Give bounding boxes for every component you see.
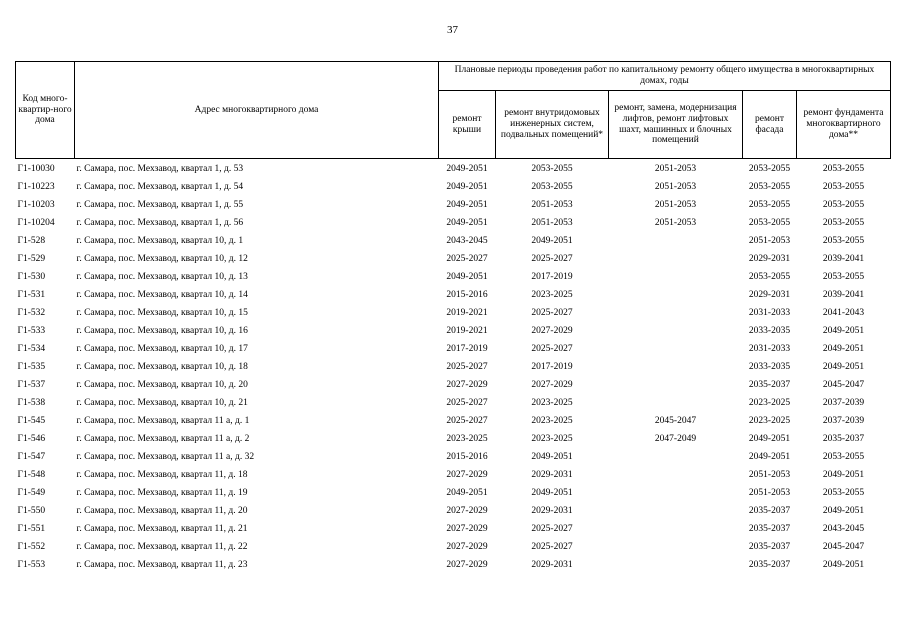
cell-foundation: 2053-2055: [822, 451, 865, 462]
cell-engineering: 2053-2055: [531, 163, 573, 174]
cell-facade: 2053-2055: [748, 199, 791, 210]
cell-foundation: 2049-2051: [822, 505, 865, 516]
cell-address: г. Самара, пос. Мехзавод, квартал 11 а, д. 32: [76, 451, 255, 462]
cell-foundation: 2053-2055: [822, 271, 865, 282]
cell-code: Г1-534: [17, 343, 46, 354]
table-row: [16, 268, 891, 286]
cell-roof: 2015-2016: [446, 289, 488, 300]
table-row: [16, 250, 891, 268]
cell-foundation: 2053-2055: [822, 181, 865, 192]
cell-foundation: 2049-2051: [822, 469, 865, 480]
cell-roof: 2027-2029: [446, 505, 488, 516]
cell-address: г. Самара, пос. Мехзавод, квартал 1, д. 53: [76, 163, 244, 174]
cell-foundation: 2053-2055: [822, 235, 865, 246]
cell-code: Г1-533: [17, 325, 46, 336]
cell-facade: 2035-2037: [748, 541, 791, 552]
cell-elevators: [609, 484, 743, 502]
table-row: [16, 178, 891, 196]
cell-elevators: [609, 358, 743, 376]
cell-address: г. Самара, пос. Мехзавод, квартал 11, д. 18: [76, 469, 248, 480]
cell-engineering: 2025-2027: [531, 253, 573, 264]
header-periods-group: Плановые периоды проведения работ по капитальному ремонту общего имущества в многоквартирных домах, годы: [439, 62, 891, 91]
cell-engineering: 2023-2025: [531, 289, 573, 300]
table-row: [16, 358, 891, 376]
cell-engineering: 2029-2031: [531, 469, 573, 480]
cell-facade: 2053-2055: [748, 181, 791, 192]
cell-code: Г1-535: [17, 361, 46, 372]
cell-facade: 2049-2051: [748, 433, 791, 444]
cell-foundation: 2043-2045: [822, 523, 865, 534]
table-row: [16, 556, 891, 574]
cell-code: Г1-548: [17, 469, 46, 480]
cell-address: г. Самара, пос. Мехзавод, квартал 11, д. 23: [76, 559, 248, 570]
cell-roof: 2043-2045: [446, 235, 488, 246]
cell-engineering: 2051-2053: [531, 217, 573, 228]
cell-elevators: [609, 538, 743, 556]
cell-foundation: 2049-2051: [822, 325, 865, 336]
cell-roof: 2049-2051: [446, 199, 488, 210]
cell-foundation: 2053-2055: [822, 217, 865, 228]
cell-foundation: 2039-2041: [822, 253, 865, 264]
cell-foundation: 2037-2039: [822, 415, 865, 426]
cell-engineering: 2025-2027: [531, 523, 573, 534]
cell-engineering: 2027-2029: [531, 379, 573, 390]
header-foundation: ремонт фундамента многоквартирного дома**: [797, 91, 891, 159]
cell-roof: 2049-2051: [446, 181, 488, 192]
cell-address: г. Самара, пос. Мехзавод, квартал 11, д. 19: [76, 487, 248, 498]
cell-facade: 2031-2033: [748, 307, 791, 318]
cell-facade: 2031-2033: [748, 343, 791, 354]
cell-foundation: 2045-2047: [822, 541, 865, 552]
cell-address: г. Самара, пос. Мехзавод, квартал 10, д. 20: [76, 379, 248, 390]
cell-elevators: [609, 376, 743, 394]
cell-code: Г1-551: [17, 523, 46, 534]
cell-engineering: 2029-2031: [531, 559, 573, 570]
cell-elevators: [609, 448, 743, 466]
table-row: [16, 214, 891, 232]
cell-engineering: 2023-2025: [531, 397, 573, 408]
cell-elevators: [609, 250, 743, 268]
cell-address: г. Самара, пос. Мехзавод, квартал 10, д. 13: [76, 271, 248, 282]
table-row: [16, 502, 891, 520]
page-number: 37: [447, 24, 458, 36]
cell-engineering: 2023-2025: [531, 433, 573, 444]
cell-roof: 2025-2027: [446, 415, 488, 426]
table-row: [16, 466, 891, 484]
cell-roof: 2027-2029: [446, 469, 488, 480]
cell-facade: 2051-2053: [748, 469, 791, 480]
table-header: [16, 62, 891, 159]
cell-elevators: [609, 304, 743, 322]
cell-engineering: 2017-2019: [531, 271, 573, 282]
header-address: Адрес многоквартирного дома: [75, 62, 439, 159]
cell-code: Г1-530: [17, 271, 46, 282]
cell-code: Г1-545: [17, 415, 46, 426]
cell-foundation: 2049-2051: [822, 343, 865, 354]
header-facade: ремонт фасада: [743, 91, 797, 159]
cell-facade: 2049-2051: [748, 451, 791, 462]
cell-code: Г1-10203: [17, 199, 55, 210]
cell-address: г. Самара, пос. Мехзавод, квартал 10, д. 1: [76, 235, 244, 246]
cell-engineering: 2023-2025: [531, 415, 573, 426]
cell-code: Г1-550: [17, 505, 46, 516]
cell-engineering: 2017-2019: [531, 361, 573, 372]
cell-roof: 2025-2027: [446, 361, 488, 372]
table-row: [16, 520, 891, 538]
table-row: [16, 304, 891, 322]
cell-facade: 2053-2055: [748, 271, 791, 282]
header-elevators: ремонт, замена, модернизация лифтов, ремонт лифтовых шахт, машинных и блочных помещений: [609, 91, 743, 159]
cell-address: г. Самара, пос. Мехзавод, квартал 11, д. 20: [76, 505, 248, 516]
cell-roof: 2049-2051: [446, 163, 488, 174]
cell-code: Г1-531: [17, 289, 46, 300]
cell-engineering: 2025-2027: [531, 541, 573, 552]
cell-elevators: [609, 466, 743, 484]
table-row: [16, 430, 891, 448]
cell-foundation: 2041-2043: [822, 307, 865, 318]
cell-engineering: 2049-2051: [531, 451, 573, 462]
table-row: [16, 340, 891, 358]
cell-address: г. Самара, пос. Мехзавод, квартал 11, д. 22: [76, 541, 248, 552]
cell-facade: 2023-2025: [748, 415, 791, 426]
cell-foundation: 2035-2037: [822, 433, 865, 444]
cell-address: г. Самара, пос. Мехзавод, квартал 10, д. 14: [76, 289, 248, 300]
cell-foundation: 2049-2051: [822, 361, 865, 372]
cell-elevators: 2045-2047: [654, 415, 697, 426]
header-code: Код много-квартир-ного дома: [16, 62, 75, 159]
table-row: [16, 412, 891, 430]
table-row: [16, 538, 891, 556]
cell-address: г. Самара, пос. Мехзавод, квартал 11 а, д. 1: [76, 415, 250, 426]
cell-elevators: [609, 232, 743, 250]
cell-foundation: 2049-2051: [822, 559, 865, 570]
table-body: [16, 159, 891, 575]
header-engineering: ремонт внутридомовых инженерных систем, подвальных помещений*: [496, 91, 609, 159]
cell-address: г. Самара, пос. Мехзавод, квартал 10, д. 17: [76, 343, 248, 354]
cell-address: г. Самара, пос. Мехзавод, квартал 11 а, д. 2: [76, 433, 250, 444]
cell-facade: 2053-2055: [748, 217, 791, 228]
cell-foundation: 2037-2039: [822, 397, 865, 408]
table-row: [16, 484, 891, 502]
cell-address: г. Самара, пос. Мехзавод, квартал 1, д. 55: [76, 199, 244, 210]
cell-foundation: 2053-2055: [822, 199, 865, 210]
cell-facade: 2029-2031: [748, 253, 791, 264]
cell-foundation: 2053-2055: [822, 487, 865, 498]
cell-elevators: [609, 268, 743, 286]
cell-code: Г1-537: [17, 379, 46, 390]
cell-engineering: 2049-2051: [531, 235, 573, 246]
cell-foundation: 2045-2047: [822, 379, 865, 390]
cell-code: Г1-10223: [17, 181, 55, 192]
cell-facade: 2023-2025: [748, 397, 791, 408]
cell-engineering: 2051-2053: [531, 199, 573, 210]
cell-roof: 2019-2021: [446, 325, 488, 336]
cell-roof: 2015-2016: [446, 451, 488, 462]
cell-engineering: 2029-2031: [531, 505, 573, 516]
cell-code: Г1-549: [17, 487, 46, 498]
cell-roof: 2017-2019: [446, 343, 488, 354]
cell-roof: 2049-2051: [446, 271, 488, 282]
cell-facade: 2035-2037: [748, 559, 791, 570]
cell-roof: 2019-2021: [446, 307, 488, 318]
cell-facade: 2035-2037: [748, 379, 791, 390]
cell-facade: 2053-2055: [748, 163, 791, 174]
cell-code: Г1-546: [17, 433, 46, 444]
cell-code: Г1-529: [17, 253, 46, 264]
cell-facade: 2035-2037: [748, 523, 791, 534]
cell-elevators: [609, 286, 743, 304]
cell-roof: 2025-2027: [446, 253, 488, 264]
cell-engineering: 2025-2027: [531, 343, 573, 354]
cell-code: Г1-532: [17, 307, 46, 318]
cell-address: г. Самара, пос. Мехзавод, квартал 10, д. 18: [76, 361, 248, 372]
cell-engineering: 2049-2051: [531, 487, 573, 498]
cell-engineering: 2053-2055: [531, 181, 573, 192]
table-row: [16, 159, 891, 179]
cell-facade: 2051-2053: [748, 487, 791, 498]
cell-facade: 2033-2035: [748, 325, 791, 336]
table-row: [16, 448, 891, 466]
cell-code: Г1-538: [17, 397, 46, 408]
cell-address: г. Самара, пос. Мехзавод, квартал 1, д. 54: [76, 181, 244, 192]
cell-code: Г1-547: [17, 451, 46, 462]
cell-elevators: 2047-2049: [654, 433, 697, 444]
cell-elevators: 2051-2053: [654, 163, 697, 174]
cell-elevators: 2051-2053: [654, 217, 697, 228]
cell-address: г. Самара, пос. Мехзавод, квартал 10, д. 21: [76, 397, 248, 408]
cell-roof: 2049-2051: [446, 217, 488, 228]
cell-code: Г1-10204: [17, 217, 55, 228]
cell-facade: 2029-2031: [748, 289, 791, 300]
cell-address: г. Самара, пос. Мехзавод, квартал 10, д. 16: [76, 325, 248, 336]
cell-code: Г1-553: [17, 559, 46, 570]
cell-foundation: 2039-2041: [822, 289, 865, 300]
cell-address: г. Самара, пос. Мехзавод, квартал 1, д. 56: [76, 217, 244, 228]
cell-address: г. Самара, пос. Мехзавод, квартал 11, д. 21: [76, 523, 248, 534]
cell-facade: 2035-2037: [748, 505, 791, 516]
cell-elevators: [609, 502, 743, 520]
cell-code: Г1-10030: [17, 163, 55, 174]
cell-engineering: 2025-2027: [531, 307, 573, 318]
cell-elevators: [609, 340, 743, 358]
capital-repair-schedule-table: [15, 61, 891, 574]
header-roof: ремонт крыши: [439, 91, 496, 159]
cell-roof: 2049-2051: [446, 487, 488, 498]
cell-elevators: [609, 394, 743, 412]
table-row: [16, 286, 891, 304]
cell-address: г. Самара, пос. Мехзавод, квартал 10, д. 12: [76, 253, 248, 264]
cell-code: Г1-552: [17, 541, 46, 552]
cell-elevators: 2051-2053: [654, 181, 697, 192]
cell-code: Г1-528: [17, 235, 46, 246]
cell-elevators: [609, 322, 743, 340]
cell-facade: 2033-2035: [748, 361, 791, 372]
cell-engineering: 2027-2029: [531, 325, 573, 336]
cell-address: г. Самара, пос. Мехзавод, квартал 10, д. 15: [76, 307, 248, 318]
cell-elevators: [609, 556, 743, 574]
table-row: [16, 322, 891, 340]
cell-facade: 2051-2053: [748, 235, 791, 246]
table-row: [16, 232, 891, 250]
cell-roof: 2027-2029: [446, 541, 488, 552]
cell-elevators: [609, 520, 743, 538]
cell-elevators: 2051-2053: [654, 199, 697, 210]
cell-roof: 2023-2025: [446, 433, 488, 444]
table-row: [16, 376, 891, 394]
cell-roof: 2027-2029: [446, 559, 488, 570]
cell-roof: 2027-2029: [446, 523, 488, 534]
cell-roof: 2025-2027: [446, 397, 488, 408]
cell-roof: 2027-2029: [446, 379, 488, 390]
table-row: [16, 196, 891, 214]
cell-foundation: 2053-2055: [822, 163, 865, 174]
table-row: [16, 394, 891, 412]
